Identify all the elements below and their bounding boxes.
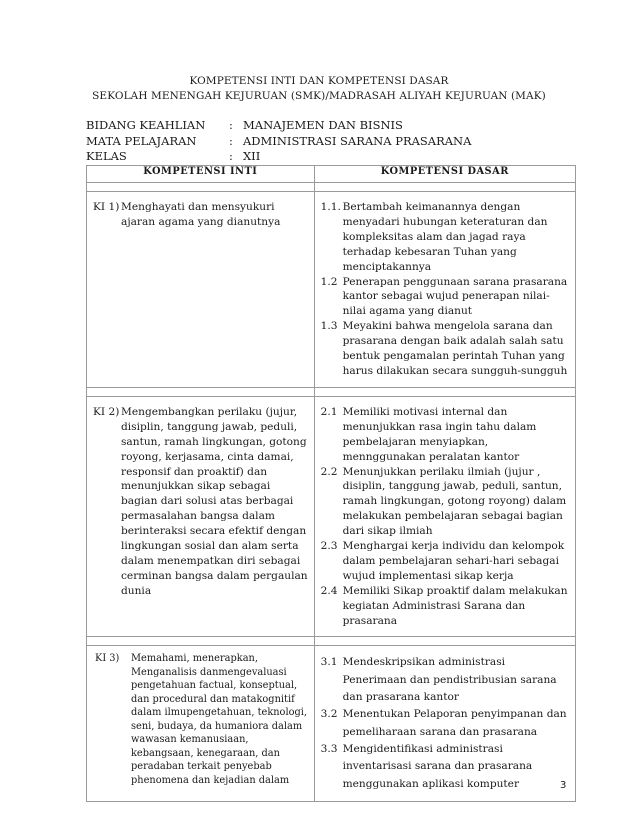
kd-item — [321, 706, 569, 741]
ki-number: KI 3) — [95, 653, 120, 665]
info-colon: : — [229, 118, 233, 132]
kd-text: Menunjukkan perilaku ilmiah (jujur , disiplin, tanggung jawab, peduli, santun, ramah lingkungan, gotong royong) dalam melakukan pembelajaran sebagai bagian dari sikap ilmiah — [342, 465, 567, 538]
document-title: KOMPETENSI INTI DAN KOMPETENSI DASAR — [189, 75, 449, 87]
spacer-cell — [87, 183, 315, 192]
info-row-mapel — [86, 134, 471, 150]
kd-cell — [314, 396, 575, 637]
spacer-row — [87, 183, 576, 192]
kd-item — [321, 584, 569, 629]
kd-item — [321, 200, 569, 275]
info-label: BIDANG KEAHLIAN — [86, 118, 206, 132]
kd-number: 3.3 — [320, 742, 338, 755]
kd-item — [321, 275, 569, 320]
subject-info — [86, 118, 471, 165]
kd-text: Meyakini bahwa mengelola sarana dan prasarana dengan baik adalah salah satu bentuk pengamalan perintah Tuhan yang harus dilakukan secara sungguh-sungguh — [342, 320, 568, 377]
kd-number: 2.1 — [320, 405, 338, 418]
kd-number: 2.4 — [320, 584, 338, 597]
kd-item — [321, 319, 569, 379]
ki-item — [95, 652, 310, 787]
ki-text: Mengembangkan perilaku (jujur, disiplin, tanggung jawab, peduli, santun, ramah lingkungan, gotong royong, kerjasama, cinta damai, responsif dan proaktif) dan menunjukkan sikap sebagai bagian dari solusi atas berbagai permasalahan bangsa dalam berinteraksi secara efektif dengan lingkungan sosial dan alam serta dalam menempatkan diri sebagai cerminan bangsa dalam pergaulan dunia — [121, 405, 308, 597]
info-colon: : — [229, 133, 233, 148]
kd-text: Menentukan Pelaporan penyimpanan dan pemeliharaan sarana dan prasarana — [342, 708, 567, 738]
info-label: MATA PELAJARAN — [86, 133, 197, 148]
table-header-row — [87, 166, 576, 183]
kd-item — [321, 465, 569, 540]
kd-number: 1.3 — [320, 320, 338, 333]
kd-text: Menghargai kerja individu dan kelompok dalam pembelajaran sehari-hari sebagai wujud implementasi sikap kerja — [342, 540, 565, 582]
spacer-row — [87, 637, 576, 646]
column-header-ki: KOMPETENSI INTI — [87, 166, 315, 183]
kd-number: 2.2 — [320, 465, 338, 478]
kd-cell — [314, 646, 575, 801]
ki-text: Memahami, menerapkan, Menganalisis danmengevaluasi pengetahuan factual, konseptual, dan procedural dan matakognitif dalam ilmupengetahuan, teknologi, seni, budaya, da humaniora dalam wawasan kemanusiaan, kebangsaan, kenegaraan, dan peradaban terkait penyebab phenomena dan kejadian dalam — [131, 653, 308, 786]
kd-number: 2.3 — [320, 540, 338, 553]
spacer-cell — [87, 387, 315, 396]
ki-cell — [87, 192, 315, 388]
competency-table — [86, 165, 576, 802]
info-row-bidang — [86, 118, 471, 134]
info-colon: : — [229, 149, 233, 163]
ki-cell — [87, 396, 315, 637]
ki-item — [93, 405, 310, 599]
spacer-cell — [87, 637, 315, 646]
info-label: KELAS — [86, 149, 127, 163]
kd-item — [321, 654, 569, 706]
page-number: 3 — [560, 780, 567, 791]
kd-text: Penerapan penggunaan sarana prasarana kantor sebagai wujud penerapan nilai-nilai agama yang dianut — [342, 275, 568, 318]
kd-number: 1.1. — [320, 201, 341, 213]
kd-text: Mendeskripsikan administrasi Penerimaan dan pendistribusian sarana dan prasarana kantor — [342, 656, 557, 704]
kd-text: Memiliki Sikap proaktif dalam melakukan kegiatan Administrasi Sarana dan prasarana — [342, 584, 568, 627]
info-row-kelas — [86, 149, 471, 165]
ki-number: KI 1) — [93, 201, 120, 213]
ki-number: KI 2) — [93, 405, 120, 418]
kd-cell — [314, 192, 575, 388]
info-value: MANAJEMEN DAN BISNIS — [243, 118, 403, 132]
kd-number: 3.1 — [320, 656, 338, 669]
spacer-cell — [314, 183, 575, 192]
ki-cell — [87, 646, 315, 801]
column-header-kd: KOMPETENSI DASAR — [314, 166, 575, 183]
kd-number: 1.2 — [320, 275, 338, 288]
spacer-cell — [314, 387, 575, 396]
kd-number: 3.2 — [320, 708, 338, 721]
table-row-ki3 — [87, 646, 576, 801]
ki-text: Menghayati dan mensyukuri ajaran agama yang dianutnya — [121, 201, 281, 228]
info-value: ADMINISTRASI SARANA PRASARANA — [243, 133, 472, 148]
kd-text: Mengidentifikasi administrasi inventarisasi sarana dan prasarana menggunakan aplikasi komputer — [342, 742, 533, 790]
kd-item — [321, 405, 569, 465]
document-subtitle: SEKOLAH MENENGAH KEJURUAN (SMK)/MADRASAH ALIYAH KEJURUAN (MAK) — [92, 90, 546, 102]
table-row-ki1 — [87, 192, 576, 388]
kd-item — [321, 539, 569, 584]
spacer-row — [87, 387, 576, 396]
kd-text: Bertambah keimanannya dengan menyadari hubungan keteraturan dan kompleksitas alam dan jagad raya terhadap kebesaran Tuhan yang menciptakannya — [342, 201, 548, 273]
spacer-cell — [314, 637, 575, 646]
kd-text: Memiliki motivasi internal dan menunjukkan rasa ingin tahu dalam pembelajaran menyiapkan, mennggunakan peralatan kantor — [342, 405, 537, 463]
kd-item — [321, 741, 569, 793]
info-value: XII — [243, 149, 261, 163]
table-row-ki2 — [87, 396, 576, 637]
ki-item — [93, 200, 310, 230]
